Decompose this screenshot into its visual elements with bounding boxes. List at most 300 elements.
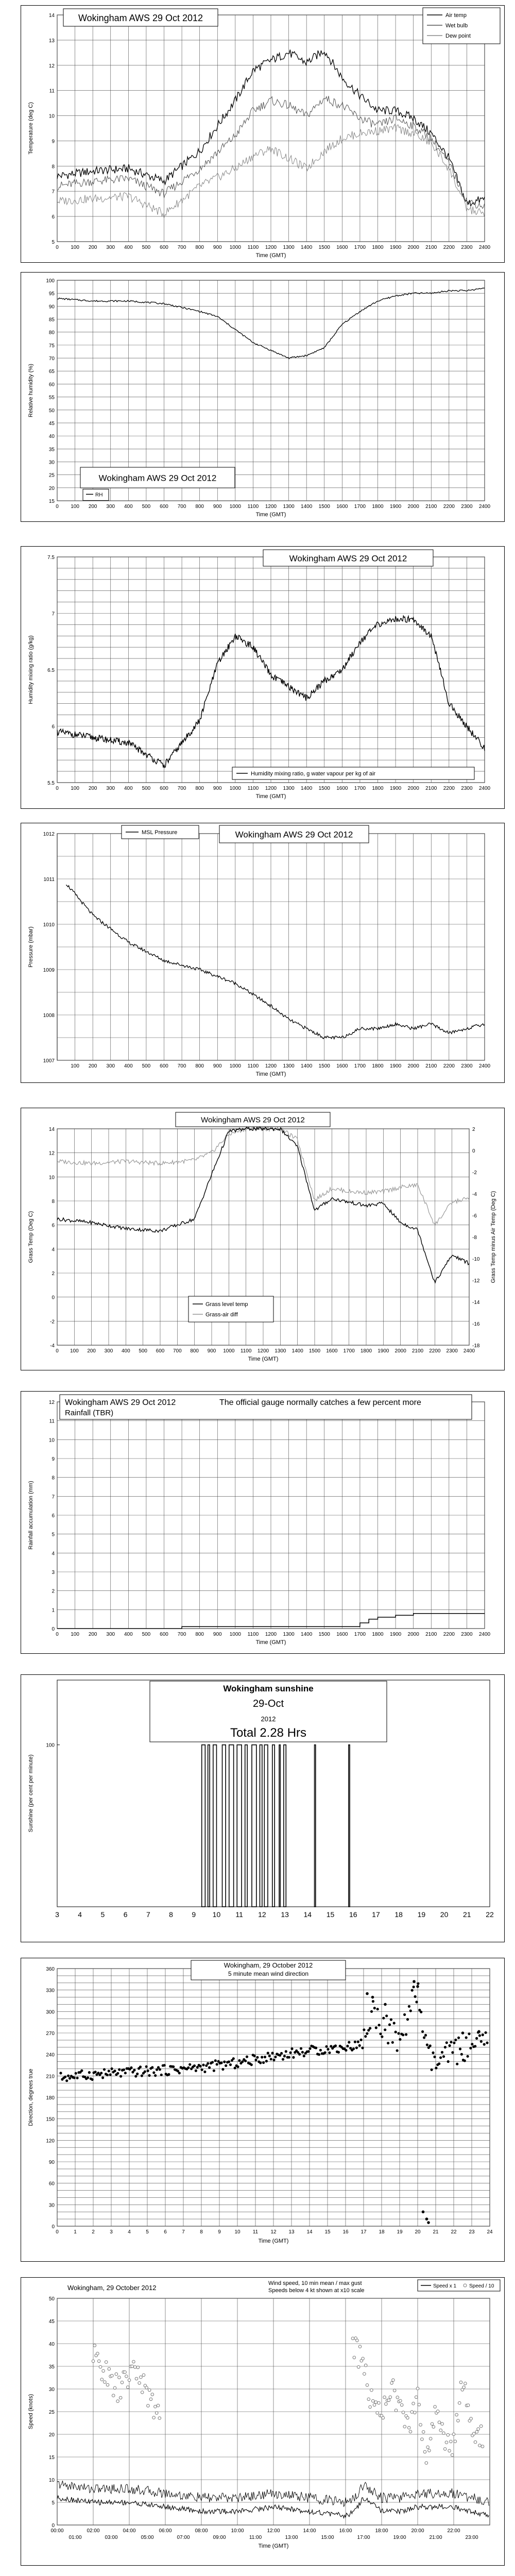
x-tick-label: 700 [177, 786, 186, 791]
chart-annotation: The official gauge normally catches a few percent more [219, 1398, 421, 1407]
y-tick-label: 20 [48, 2432, 55, 2438]
x-tick-label: 900 [213, 1063, 222, 1069]
speed-scaled-point [148, 2388, 151, 2392]
direction-point [136, 2073, 139, 2075]
x-tick-label: 2100 [425, 1063, 437, 1069]
y-tick-label: 25 [48, 472, 55, 479]
x-tick-label: 1900 [389, 1632, 402, 1637]
x-tick-label: 1300 [283, 245, 295, 250]
direction-point [451, 2051, 454, 2054]
x-tick-label: 12 [270, 2229, 277, 2235]
speed-scaled-point [154, 2405, 157, 2408]
y-tick-label: 12 [48, 1400, 55, 1405]
y2-tick-label: -14 [472, 1300, 480, 1306]
x-tick-label: 13:00 [285, 2535, 298, 2540]
direction-point [199, 2065, 202, 2067]
direction-point [376, 2008, 379, 2010]
x-tick-label: 2000 [407, 786, 419, 791]
direction-point [80, 2070, 83, 2072]
y-tick-label: 300 [46, 2009, 55, 2015]
y-tick-label: 95 [48, 291, 55, 297]
x-tick-label: 0 [56, 504, 59, 510]
direction-point [109, 2073, 112, 2076]
speed-scaled-point [362, 2357, 365, 2360]
x-tick-label: 14 [306, 2229, 313, 2235]
chart-total: Total 2.28 Hrs [230, 1726, 307, 1740]
speed-scaled-point [100, 2378, 104, 2381]
direction-point [480, 2040, 483, 2043]
direction-point [285, 2050, 287, 2053]
x-tick-label: 1100 [240, 1348, 252, 1354]
y-tick-label: 5 [52, 2500, 55, 2506]
direction-point [319, 2049, 322, 2052]
y-tick-label: 10 [48, 1437, 55, 1444]
direction-point [408, 2005, 410, 2008]
x-tick-label: 1 [74, 2229, 77, 2235]
direction-point [203, 2071, 206, 2073]
x-tick-label: 15 [324, 2229, 331, 2235]
direction-point [439, 2056, 442, 2059]
x-tick-label: 1100 [247, 245, 259, 250]
x-tick-label: 1700 [354, 245, 366, 250]
chart-title: Wokingham AWS 29 Oct 2012 [98, 473, 217, 483]
speed-scaled-point [113, 2386, 116, 2389]
x-tick-label: 22 [486, 1910, 494, 1919]
direction-point [438, 2062, 440, 2065]
x-axis-label: Time (GMT) [255, 252, 286, 259]
y2-tick-label: -4 [472, 1192, 477, 1197]
direction-point [327, 2048, 329, 2050]
direction-point [265, 2060, 268, 2062]
rainfall-chart [21, 1392, 504, 1653]
speed-scaled-point [155, 2412, 158, 2415]
y-tick-label: 270 [46, 2031, 55, 2037]
x-tick-label: 15:00 [321, 2535, 334, 2540]
direction-point [429, 2044, 432, 2047]
y2-tick-label: -12 [472, 1278, 480, 1284]
direction-point [228, 2060, 230, 2063]
chart-subtitle: 5 minute mean wind direction [228, 1970, 309, 1977]
x-tick-label: 200 [88, 786, 97, 791]
x-tick-label: 1700 [354, 1632, 366, 1637]
x-tick-label: 2300 [461, 245, 473, 250]
direction-point [394, 2031, 397, 2033]
direction-point [244, 2060, 247, 2062]
direction-point [253, 2055, 256, 2057]
direction-point [397, 2032, 400, 2035]
speed-scaled-point [121, 2381, 124, 2384]
direction-point [220, 2061, 222, 2064]
humidity-chart-panel [21, 272, 505, 522]
x-tick-label: 18 [394, 1910, 403, 1919]
direction-point [352, 2047, 355, 2050]
direction-point [270, 2058, 272, 2060]
direction-point [254, 2059, 257, 2061]
x-tick-label: 600 [160, 1632, 168, 1637]
speed-scaled-point [429, 2437, 432, 2441]
speed-scaled-point [454, 2440, 457, 2443]
speed-scaled-point [118, 2376, 121, 2379]
x-tick-label: 600 [156, 1348, 165, 1354]
y-tick-label: 30 [48, 2202, 55, 2209]
x-tick-label: 1300 [283, 1632, 295, 1637]
direction-point [358, 2044, 361, 2047]
pressure-chart-panel [21, 823, 505, 1083]
y-tick-label: 30 [48, 460, 55, 466]
direction-point [91, 2078, 94, 2081]
speed-scaled-point [478, 2444, 482, 2447]
speed-scaled-point [363, 2372, 366, 2376]
chart-title: Wokingham AWS 29 Oct 2012 [289, 553, 407, 564]
speed-scaled-point [448, 2449, 451, 2452]
x-tick-label: 1600 [336, 1063, 348, 1069]
x-tick-label: 1600 [336, 1632, 348, 1637]
speed-scaled-point [432, 2426, 435, 2429]
direction-point [468, 2032, 470, 2035]
speed-scaled-point [367, 2398, 370, 2401]
direction-point [324, 2052, 327, 2054]
speed-scaled-point [106, 2383, 109, 2386]
x-tick-label: 400 [121, 1348, 130, 1354]
speed-scaled-point [364, 2364, 367, 2367]
x-tick-label: 300 [106, 504, 115, 510]
direction-point [103, 2068, 106, 2071]
speed-scaled-point [467, 2404, 470, 2407]
x-tick-label: 1800 [372, 1063, 384, 1069]
y-tick-label: 11 [49, 88, 55, 94]
direction-point [225, 2064, 227, 2067]
speed-scaled-point [369, 2405, 372, 2409]
y-axis-label: Pressure (mbar) [28, 926, 34, 968]
direction-point [391, 2041, 394, 2044]
x-tick-label: 1900 [389, 786, 402, 791]
direction-point [283, 2055, 286, 2057]
x-tick-label: 2200 [443, 786, 455, 791]
speed-scaled-point [377, 2401, 381, 2404]
y-tick-label: 35 [48, 447, 55, 453]
x-tick-label: 6 [123, 1910, 128, 1919]
x-tick-label: 12 [258, 1910, 266, 1919]
x-tick-label: 11 [235, 1910, 243, 1919]
direction-point [406, 2018, 409, 2021]
speed-scaled-point [138, 2382, 141, 2385]
speed-scaled-point [392, 2379, 395, 2382]
direction-point [385, 2014, 388, 2017]
x-tick-label: 2200 [443, 1063, 455, 1069]
direction-point [384, 2003, 387, 2006]
x-tick-label: 1400 [301, 245, 313, 250]
direction-point [256, 2056, 259, 2059]
direction-point [325, 2045, 328, 2048]
y-tick-label: 75 [48, 343, 55, 349]
x-tick-label: 200 [88, 1632, 97, 1637]
x-tick-label: 21:00 [429, 2535, 442, 2540]
direction-point [264, 2056, 266, 2058]
temperature-chart-panel [21, 5, 505, 263]
direction-point [355, 2046, 358, 2049]
y-tick-label: 10 [48, 1175, 55, 1181]
direction-point [274, 2056, 277, 2058]
direction-point [422, 2210, 425, 2213]
direction-point [399, 2038, 401, 2041]
y-tick-label: 9 [52, 139, 55, 145]
x-tick-label: 2300 [461, 786, 473, 791]
x-tick-label: 100 [71, 1063, 79, 1069]
x-tick-label: 2200 [443, 504, 455, 510]
speed-scaled-point [458, 2401, 461, 2404]
x-tick-label: 1000 [223, 1348, 235, 1354]
sunshine-chart [21, 1675, 504, 1942]
x-tick-label: 6 [164, 2229, 167, 2235]
direction-point [130, 2066, 132, 2069]
y-tick-label: 9 [52, 1456, 55, 1462]
direction-point [384, 2028, 386, 2031]
speed-scaled-point [425, 2462, 428, 2465]
x-tick-label: 1900 [389, 504, 402, 510]
speed-scaled-point [125, 2375, 128, 2378]
speed-scaled-point [407, 2426, 410, 2429]
chart-title: Wokingham AWS 29 Oct 2012 [235, 829, 353, 840]
x-tick-label: 900 [213, 504, 222, 510]
speed-scaled-point [128, 2379, 131, 2382]
y2-tick-label: -2 [472, 1170, 477, 1176]
x-tick-label: 19:00 [393, 2535, 406, 2540]
x-axis-label: Time (GMT) [248, 1356, 279, 1362]
direction-point [152, 2071, 155, 2074]
legend-label: MSL Pressure [142, 829, 178, 836]
speed-scaled-point [373, 2403, 376, 2406]
y-tick-label: 150 [46, 2116, 55, 2123]
direction-point [202, 2064, 204, 2066]
direction-point [416, 1985, 419, 1988]
wind-direction-chart-panel [21, 1958, 505, 2262]
y-tick-label: 15 [48, 499, 55, 504]
direction-point [485, 2031, 487, 2034]
x-tick-label: 10:00 [231, 2528, 244, 2534]
y-tick-label: 12 [48, 63, 55, 69]
direction-point [272, 2059, 275, 2061]
x-tick-label: 2000 [407, 1063, 419, 1069]
x-tick-label: 8 [200, 2229, 203, 2235]
y-tick-label: 5 [52, 240, 55, 245]
y-tick-label: 80 [48, 330, 55, 336]
direction-point [371, 1996, 374, 1999]
direction-point [308, 2047, 311, 2050]
x-tick-label: 800 [195, 786, 204, 791]
speed-scaled-point [147, 2404, 150, 2408]
x-tick-label: 0 [56, 2229, 59, 2235]
direction-point [366, 2032, 368, 2035]
x-tick-label: 300 [106, 1632, 115, 1637]
direction-point [124, 2072, 127, 2074]
x-tick-label: 21 [463, 1910, 471, 1919]
speed-scaled-point [409, 2430, 412, 2433]
x-tick-label: 800 [195, 245, 204, 250]
direction-point [262, 2061, 265, 2064]
x-tick-label: 1400 [301, 1632, 313, 1637]
chart-year: 2012 [261, 1715, 276, 1723]
direction-point [449, 2044, 451, 2047]
direction-point [139, 2065, 142, 2068]
y-tick-label: 14 [48, 1127, 55, 1132]
direction-point [300, 2047, 302, 2050]
speed-scaled-point [136, 2366, 140, 2369]
direction-point [67, 2075, 70, 2077]
x-tick-label: 0 [56, 1632, 59, 1637]
speed-scaled-point [112, 2394, 115, 2397]
x-tick-label: 2000 [407, 504, 419, 510]
speed-scaled-point [157, 2404, 160, 2407]
direction-point [250, 2063, 253, 2066]
x-tick-label: 800 [190, 1348, 199, 1354]
speed-scaled-point [445, 2441, 448, 2444]
y-tick-label: 45 [48, 2319, 55, 2325]
temperature-chart [21, 6, 504, 262]
direction-point [464, 2059, 466, 2062]
direction-point [154, 2074, 157, 2077]
speed-scaled-point [403, 2425, 406, 2428]
y-axis-label: Relative humidity (%) [28, 364, 34, 417]
x-tick-label: 500 [139, 1348, 148, 1354]
speed-scaled-point [140, 2376, 143, 2379]
humidity-chart [21, 273, 504, 521]
speed-scaled-point [402, 2411, 405, 2414]
x-tick-label: 500 [142, 786, 151, 791]
x-tick-label: 13 [288, 2229, 295, 2235]
direction-point [147, 2070, 149, 2072]
x-tick-label: 2400 [478, 1632, 491, 1637]
direction-point [145, 2065, 148, 2068]
y-tick-label: 8 [52, 164, 55, 170]
direction-point [167, 2073, 170, 2076]
direction-point [378, 2024, 381, 2026]
x-tick-label: 1100 [247, 1063, 259, 1069]
x-tick-label: 300 [106, 786, 115, 791]
direction-point [223, 2060, 226, 2063]
direction-point [425, 2217, 428, 2221]
speed-scaled-point [135, 2377, 138, 2380]
speed-scaled-point [115, 2372, 118, 2376]
direction-point [68, 2077, 71, 2079]
y-tick-label: 6.5 [47, 668, 55, 673]
direction-point [467, 2055, 469, 2058]
y-tick-label: 5.5 [47, 781, 55, 786]
direction-point [450, 2041, 452, 2043]
x-axis-label: Time (GMT) [258, 2543, 289, 2549]
x-tick-label: 2 [92, 2229, 95, 2235]
x-tick-label: 1200 [265, 1632, 277, 1637]
y-tick-label: 45 [48, 420, 55, 427]
direction-point [163, 2064, 166, 2066]
x-tick-label: 0 [56, 786, 59, 791]
x-tick-label: 100 [71, 786, 79, 791]
x-axis-label: Time (GMT) [258, 2238, 289, 2244]
direction-point [271, 2052, 274, 2054]
direction-point [241, 2060, 244, 2063]
x-tick-label: 800 [195, 1632, 204, 1637]
direction-point [357, 2041, 359, 2043]
x-tick-label: 4 [78, 1910, 82, 1919]
x-tick-label: 700 [177, 504, 186, 510]
direction-point [298, 2053, 301, 2056]
speed-scaled-point [394, 2409, 398, 2412]
direction-point [116, 2072, 119, 2075]
y-tick-label: 360 [46, 1967, 55, 1972]
direction-point [232, 2057, 235, 2060]
x-tick-label: 1600 [336, 504, 348, 510]
x-tick-label: 2300 [461, 1632, 473, 1637]
direction-point [457, 2037, 460, 2039]
direction-point [259, 2061, 262, 2064]
chart-subtitle: Wind speed, 10 min mean / max gust [268, 2280, 362, 2286]
x-tick-label: 1800 [372, 1632, 384, 1637]
x-tick-label: 15 [326, 1910, 335, 1919]
direction-point [268, 2055, 271, 2057]
x-tick-label: 2100 [425, 1632, 437, 1637]
speed-scaled-point [119, 2396, 122, 2399]
x-tick-label: 400 [124, 504, 133, 510]
x-tick-label: 9 [218, 2229, 221, 2235]
x-tick-label: 1400 [301, 786, 313, 791]
direction-point [432, 2052, 434, 2054]
grass-temp-chart [21, 1108, 504, 1370]
direction-point [370, 2010, 373, 2013]
x-tick-label: 100 [71, 1632, 79, 1637]
y-tick-label: 4 [52, 1551, 55, 1557]
y-tick-label: 1009 [43, 968, 55, 973]
speed-scaled-point [481, 2445, 484, 2448]
speed-scaled-point [414, 2411, 417, 2414]
speed-scaled-point [477, 2428, 480, 2431]
direction-point [216, 2063, 218, 2065]
direction-point [207, 2062, 209, 2065]
speed-scaled-point [371, 2399, 374, 2402]
speed-scaled-point [142, 2374, 145, 2377]
legend-label: Humidity mixing ratio, g water vapour per kg of air [251, 771, 376, 777]
legend-swatch [464, 2284, 467, 2287]
x-tick-label: 1300 [283, 786, 295, 791]
x-tick-label: 23:00 [465, 2535, 478, 2540]
y-axis-label: Grass Temp (Deg C) [28, 1211, 34, 1263]
direction-point [415, 2001, 418, 2003]
direction-point [118, 2068, 121, 2071]
x-tick-label: 1400 [301, 1063, 313, 1069]
y-tick-label: 40 [48, 2342, 55, 2347]
x-tick-label: 1500 [318, 1632, 330, 1637]
direction-point [221, 2068, 224, 2071]
x-tick-label: 1400 [291, 1348, 303, 1354]
x-tick-label: 1700 [343, 1348, 355, 1354]
y-axis-label: Rainfall accumulation (mm) [28, 1481, 34, 1550]
x-tick-label: 500 [142, 504, 151, 510]
speed-scaled-point [410, 2411, 414, 2414]
mixing-ratio-chart [21, 547, 504, 808]
x-tick-label: 1500 [308, 1348, 321, 1354]
x-tick-label: 11 [252, 2229, 259, 2235]
direction-point [441, 2051, 443, 2054]
x-axis-label: Time (GMT) [255, 1639, 286, 1646]
legend-label: Dew point [445, 33, 471, 39]
direction-point [459, 2047, 461, 2050]
direction-point [388, 2023, 391, 2026]
direction-point [453, 2042, 455, 2044]
y-tick-label: 6 [52, 1223, 55, 1229]
direction-point [156, 2069, 158, 2071]
x-tick-label: 24 [487, 2229, 493, 2235]
y-tick-label: 90 [48, 2160, 55, 2165]
y-tick-label: 10 [48, 2478, 55, 2483]
speed-scaled-point [387, 2399, 390, 2402]
